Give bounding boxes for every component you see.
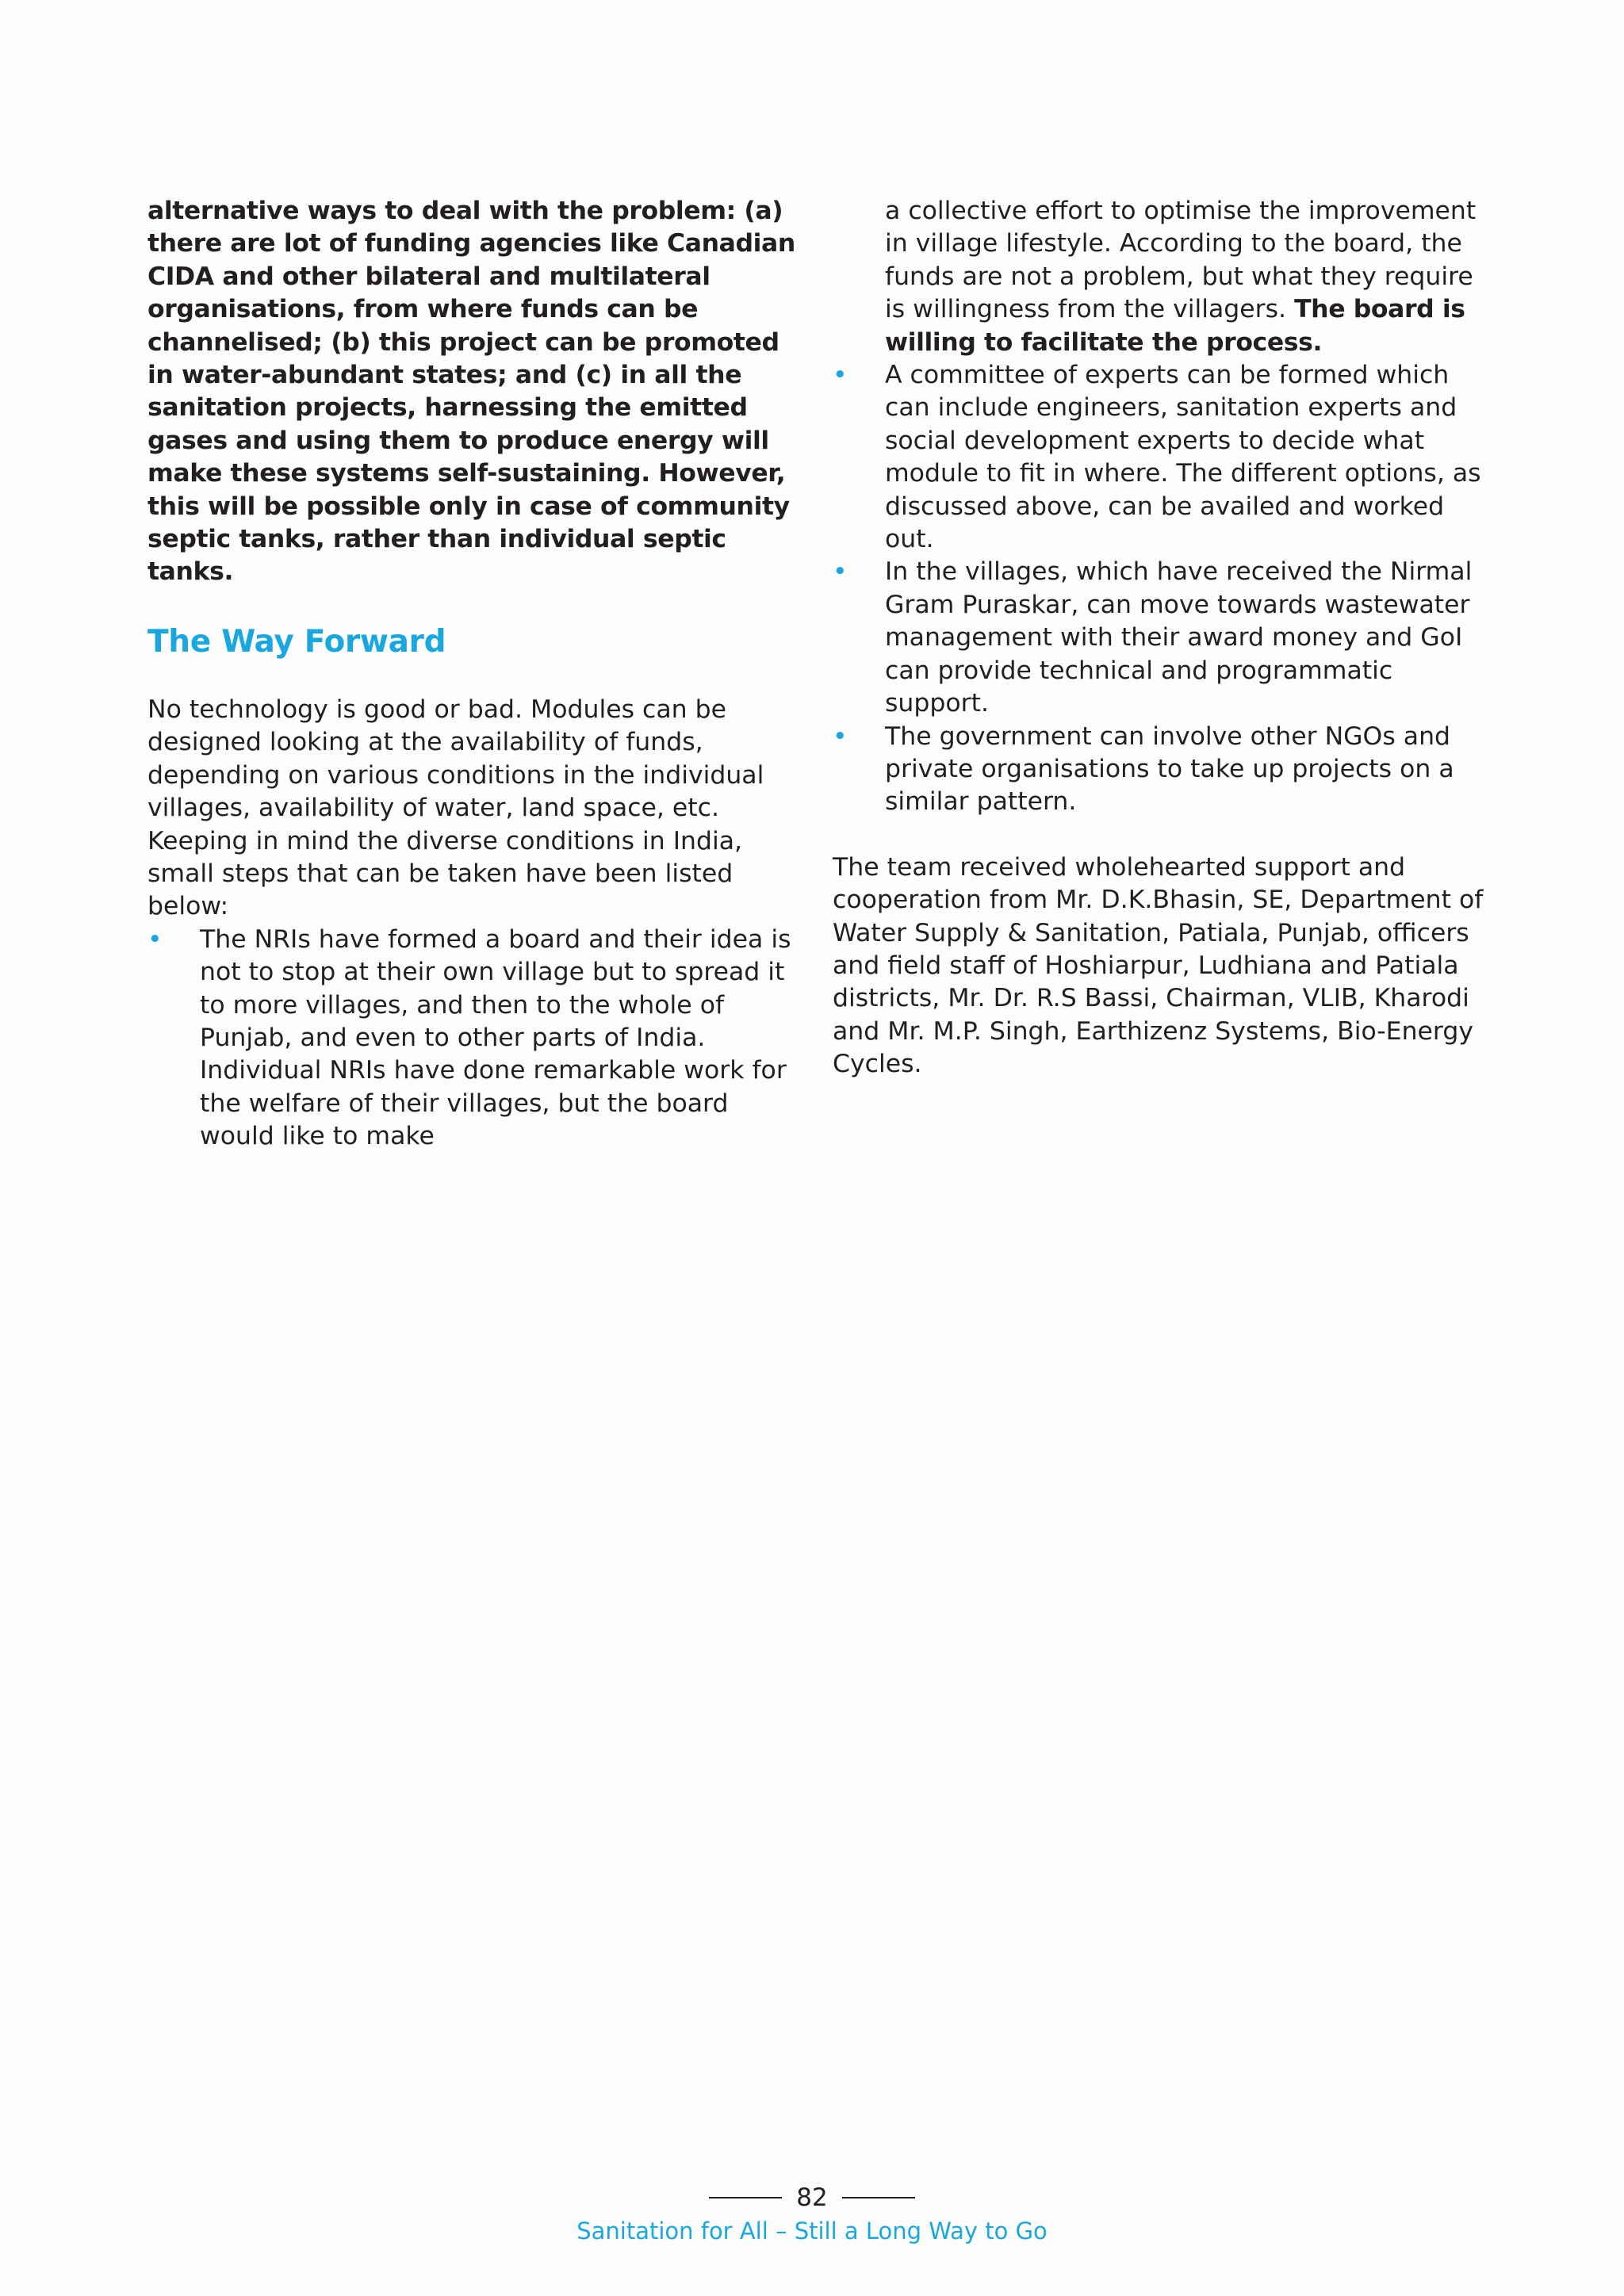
steps-list-continued [833,359,1491,819]
footer-rule-left [709,2197,782,2198]
list-item-text: The government can involve other NGOs and private organisations to take up projects on a similar pattern. [885,721,1454,817]
page-number: 82 [796,2183,828,2212]
list-item-text: a collective effort to optimise the improvement in village lifestyle. According to the board, the funds are not a problem, but what they require is willingness from the villagers. [885,197,1477,324]
section-heading: The Way Forward [147,623,446,660]
list-item [833,556,1491,720]
footer-rule-right [842,2197,915,2198]
bullet-icon: • [147,924,163,954]
steps-list [147,924,806,1154]
bullet-icon: • [833,557,848,587]
page-footer [0,2182,1624,2247]
list-item-text: A committee of experts can be formed which can include engineers, sanitation experts and social development experts to decide what module to fit in where. The different options, as discussed above, can be availed and worked out. [885,361,1481,554]
list-item [833,721,1491,819]
bold-paragraph: alternative ways to deal with the problem: (a) there are lot of funding agencies like Canadian CIDA and other bilateral and multilateral organisations, from where funds can be channelised; (b) this project can be promoted in water-abundant states; and (c) in all the sanitation projects, harnessing the emitted gases and using them to produce energy will make these systems self-sustaining. However, this will be possible only in case of community septic tanks, rather than individual septic tanks. [147,197,795,587]
page-number-row [0,2182,1624,2214]
closing-paragraph: The team received wholehearted support and cooperation from Mr. D.K.Bhasin, SE, Department of Water Supply & Sanitation, Patiala, Punjab, officers and field staff of Hoshiarpur, Ludhiana and Patiala districts, Mr. Dr. R.S Bassi, Chairman, VLIB, Kharodi and Mr. M.P. Singh, Earthizenz Systems, Bio-Energy Cycles. [833,852,1484,1079]
list-item-continued [833,195,1491,359]
left-column [147,195,806,1154]
list-item [147,924,806,1154]
intro-paragraph: No technology is good or bad. Modules can be designed looking at the availability of funds, depending on various conditions in the individual villages, availability of water, land space, etc. Keeping in mind the diverse conditions in India, small steps that can be taken have been listed below: [147,695,764,921]
list-item [833,359,1491,556]
bullet-icon: • [833,361,848,390]
list-item-text: The NRIs have formed a board and their idea is not to stop at their own village but to spread it to more villages, and then to the whole of Punjab, and even to other parts of India. Individual NRIs have done remarkable work for the welfare of their villages, but the board would like to make [200,924,791,1151]
list-item-bold-text: The board is willing to facilitate the process. [885,295,1465,357]
right-column [833,195,1491,1081]
list-item-text: In the villages, which have received the Nirmal Gram Puraskar, can move towards wastewater management with their award money and GoI can provide technical and programmatic support. [885,557,1473,718]
bullet-icon: • [833,721,848,751]
running-title: Sanitation for All – Still a Long Way to Go [576,2218,1048,2244]
